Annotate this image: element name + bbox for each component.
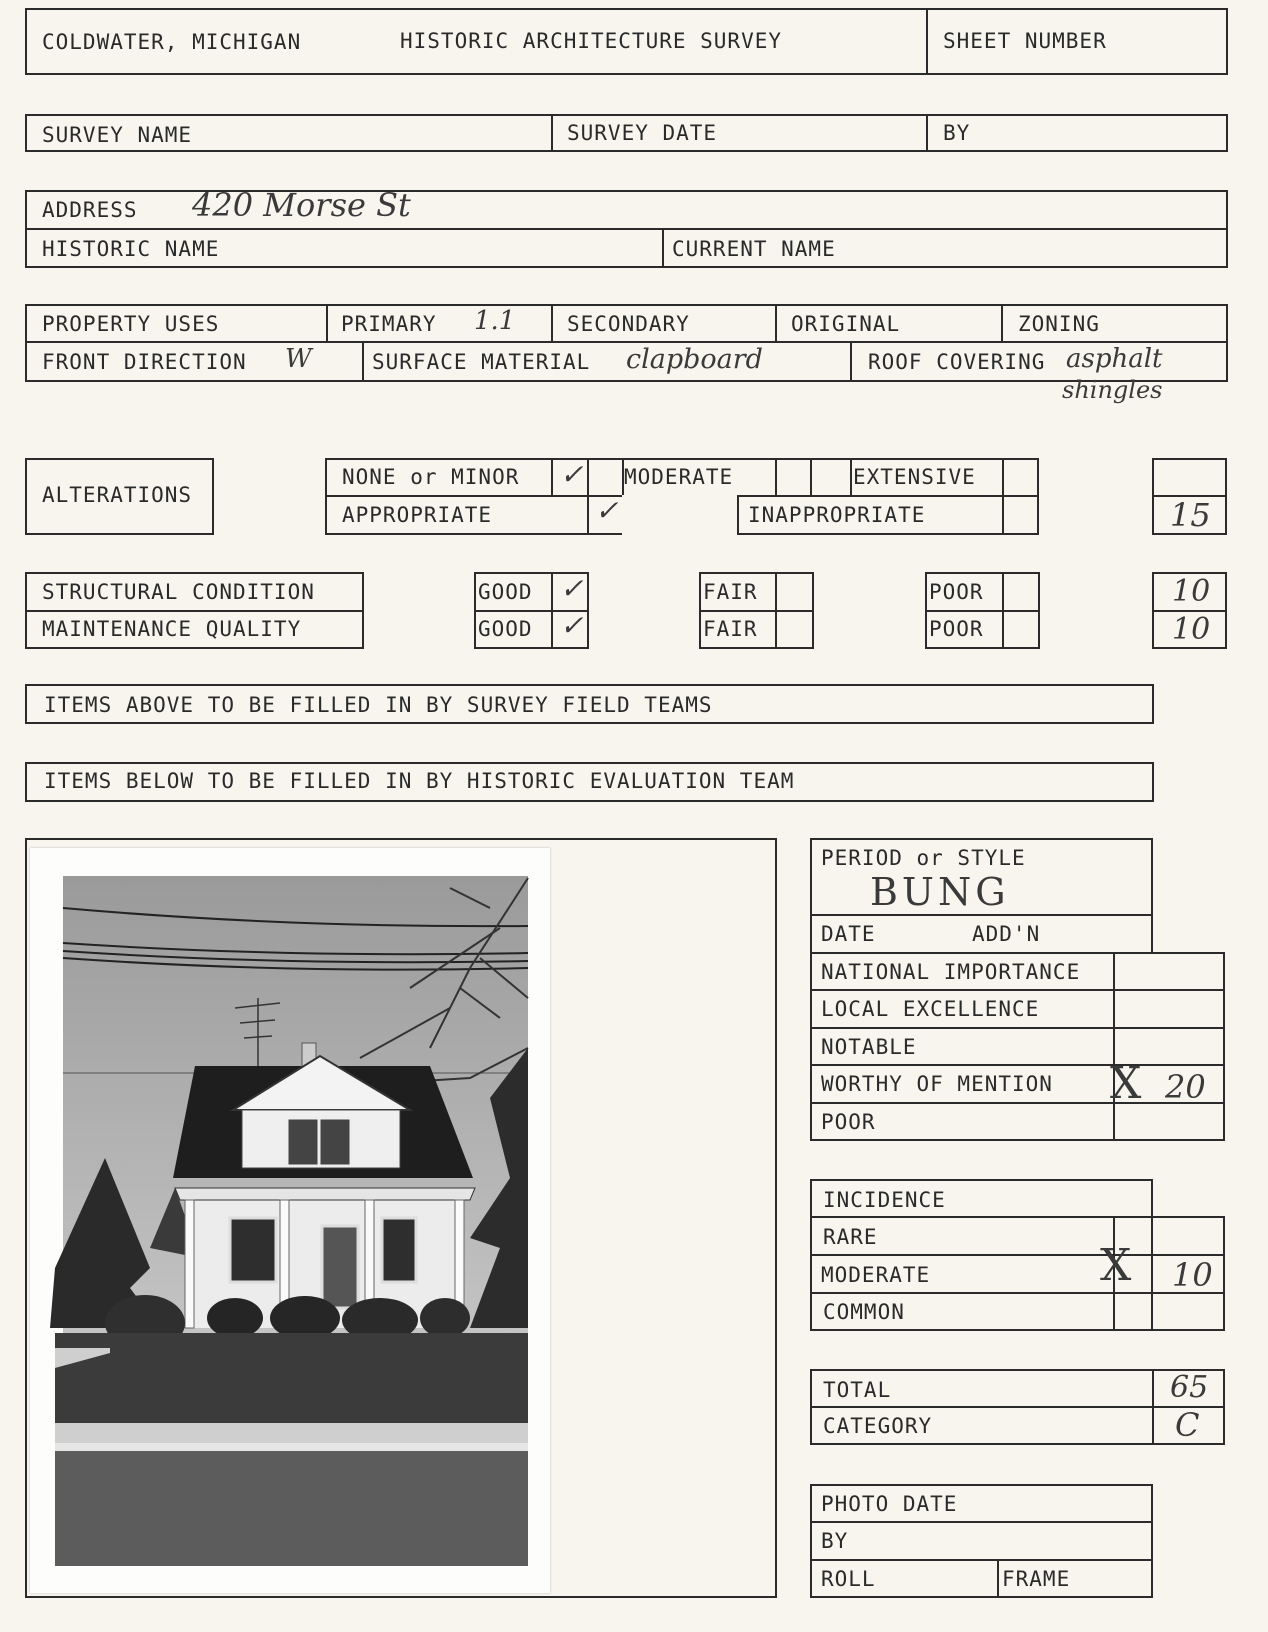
alt-div-9 bbox=[1037, 458, 1039, 535]
surface-material-label: SURFACE MATERIAL bbox=[372, 350, 591, 374]
inc-line-3 bbox=[810, 1292, 1225, 1294]
maintenance-quality-label: MAINTENANCE QUALITY bbox=[42, 617, 302, 641]
none-minor-label: NONE or MINOR bbox=[342, 465, 520, 489]
photo-line-1 bbox=[810, 1521, 1153, 1523]
poor-eval-label: POOR bbox=[821, 1110, 876, 1134]
structural-score: 10 bbox=[1172, 574, 1211, 609]
incidence-mark: X bbox=[1100, 1240, 1132, 1291]
property-row-line bbox=[25, 341, 1228, 343]
worthy-of-mention-label: WORTHY OF MENTION bbox=[821, 1072, 1053, 1096]
header-divider bbox=[926, 8, 928, 75]
property-div-1 bbox=[326, 304, 328, 341]
maintenance-good-check: ✓ bbox=[560, 609, 584, 642]
roof-covering-value-2: shingles bbox=[1062, 376, 1163, 404]
roll-frame-div bbox=[997, 1559, 999, 1598]
total-div bbox=[1152, 1369, 1154, 1445]
alterations-score: 15 bbox=[1170, 496, 1211, 534]
category-label: CATEGORY bbox=[823, 1414, 933, 1438]
property-right-edge bbox=[1226, 304, 1228, 382]
imp-line-4 bbox=[810, 1102, 1225, 1104]
structural-good-check: ✓ bbox=[560, 572, 584, 605]
none-minor-check: ✓ bbox=[560, 458, 584, 491]
house-photo-image bbox=[30, 848, 550, 1593]
property-div-4 bbox=[1001, 304, 1003, 341]
structural-condition-label: STRUCTURAL CONDITION bbox=[42, 580, 315, 604]
notable-label: NOTABLE bbox=[821, 1035, 917, 1059]
fair-line bbox=[699, 610, 814, 612]
incidence-label: INCIDENCE bbox=[823, 1188, 946, 1212]
alt-blank-area bbox=[622, 495, 737, 535]
house-photograph bbox=[30, 848, 550, 1593]
poor-line bbox=[925, 610, 1040, 612]
good-label-1: GOOD bbox=[478, 580, 533, 604]
surface-material-value: clapboard bbox=[626, 344, 763, 375]
survey-by-label: BY bbox=[943, 121, 971, 145]
imp-line-3 bbox=[810, 1064, 1225, 1066]
property-div-6 bbox=[850, 341, 852, 382]
items-below-note: ITEMS BELOW TO BE FILLED IN BY HISTORIC EVALUATION TEAM bbox=[44, 769, 795, 793]
property-div-2 bbox=[551, 304, 553, 341]
inc-line-1 bbox=[810, 1216, 1153, 1218]
fair-label-2: FAIR bbox=[703, 617, 758, 641]
address-row-line bbox=[25, 228, 1228, 230]
survey-date-label: SURVEY DATE bbox=[567, 121, 718, 145]
rare-label: RARE bbox=[823, 1225, 878, 1249]
property-div-5 bbox=[362, 341, 364, 382]
inc-line-2 bbox=[810, 1254, 1225, 1256]
primary-label: PRIMARY bbox=[341, 312, 437, 336]
historic-name-label: HISTORIC NAME bbox=[42, 237, 220, 261]
frame-label: FRAME bbox=[1002, 1567, 1071, 1591]
property-uses-label: PROPERTY USES bbox=[42, 312, 220, 336]
alt-div-5 bbox=[810, 458, 812, 495]
sheet-number-label: SHEET NUMBER bbox=[943, 29, 1107, 53]
secondary-label: SECONDARY bbox=[567, 312, 690, 336]
alt-div-6 bbox=[850, 458, 852, 495]
imp-line-2 bbox=[810, 1027, 1225, 1029]
items-above-note: ITEMS ABOVE TO BE FILLED IN BY SURVEY FIELD TEAMS bbox=[44, 693, 713, 717]
moderate-label: MODERATE bbox=[624, 465, 734, 489]
period-style-value: BUNG bbox=[870, 870, 1010, 914]
poor-div bbox=[1002, 572, 1004, 649]
address-label: ADDRESS bbox=[42, 198, 138, 222]
alt-div-1 bbox=[551, 458, 553, 495]
roll-label: ROLL bbox=[821, 1567, 876, 1591]
extensive-label: EXTENSIVE bbox=[853, 465, 976, 489]
condition-label-line bbox=[25, 610, 364, 612]
imp-line-1 bbox=[810, 989, 1225, 991]
poor-label-1: POOR bbox=[929, 580, 984, 604]
national-importance-label: NATIONAL IMPORTANCE bbox=[821, 960, 1081, 984]
roof-covering-value-1: asphalt bbox=[1066, 344, 1163, 374]
alt-div-8 bbox=[1002, 458, 1004, 535]
good-div bbox=[551, 572, 553, 649]
date-label: DATE bbox=[821, 922, 876, 946]
maintenance-score: 10 bbox=[1172, 612, 1211, 647]
appropriate-label: APPROPRIATE bbox=[342, 503, 493, 527]
local-excellence-label: LOCAL EXCELLENCE bbox=[821, 997, 1040, 1021]
total-line bbox=[810, 1406, 1225, 1408]
moderate-incidence-label: MODERATE bbox=[821, 1263, 931, 1287]
common-label: COMMON bbox=[823, 1300, 905, 1324]
incidence-score: 10 bbox=[1172, 1256, 1213, 1294]
alt-div-4 bbox=[775, 458, 777, 495]
worthy-mark: X bbox=[1110, 1058, 1142, 1109]
original-label: ORIGINAL bbox=[791, 312, 901, 336]
importance-div bbox=[1113, 952, 1115, 1141]
survey-name-label: SURVEY NAME bbox=[42, 123, 193, 147]
survey-title: HISTORIC ARCHITECTURE SURVEY bbox=[400, 29, 783, 53]
worthy-score: 20 bbox=[1165, 1068, 1206, 1106]
survey-divider-2 bbox=[926, 114, 928, 152]
inappropriate-label: INAPPROPRIATE bbox=[748, 503, 926, 527]
fair-div bbox=[775, 572, 777, 649]
roof-covering-label: ROOF COVERING bbox=[868, 350, 1046, 374]
total-label: TOTAL bbox=[823, 1378, 892, 1402]
photo-by-label: BY bbox=[821, 1529, 849, 1553]
survey-divider-3 bbox=[1226, 114, 1228, 152]
property-div-3 bbox=[775, 304, 777, 341]
appropriate-check: ✓ bbox=[595, 494, 619, 527]
photo-line-2 bbox=[810, 1559, 1153, 1561]
photo-date-label: PHOTO DATE bbox=[821, 1492, 958, 1516]
addn-label: ADD'N bbox=[972, 922, 1041, 946]
primary-value: 1.1 bbox=[474, 306, 516, 336]
total-value: 65 bbox=[1170, 1370, 1209, 1405]
address-value: 420 Morse St bbox=[192, 186, 411, 224]
zoning-label: ZONING bbox=[1018, 312, 1100, 336]
alterations-label: ALTERATIONS bbox=[42, 483, 193, 507]
period-line bbox=[810, 914, 1153, 916]
name-divider bbox=[662, 228, 664, 268]
alt-div-7 bbox=[737, 495, 739, 535]
fair-label-1: FAIR bbox=[703, 580, 758, 604]
city-label: COLDWATER, MICHIGAN bbox=[42, 30, 302, 54]
survey-divider-1 bbox=[551, 114, 553, 152]
poor-label-2: POOR bbox=[929, 617, 984, 641]
good-label-2: GOOD bbox=[478, 617, 533, 641]
alt-div-2 bbox=[587, 458, 589, 535]
category-value: C bbox=[1175, 1406, 1200, 1444]
period-style-label: PERIOD or STYLE bbox=[821, 846, 1026, 870]
front-direction-label: FRONT DIRECTION bbox=[42, 350, 247, 374]
current-name-label: CURRENT NAME bbox=[672, 237, 836, 261]
front-direction-value: W bbox=[285, 344, 312, 374]
